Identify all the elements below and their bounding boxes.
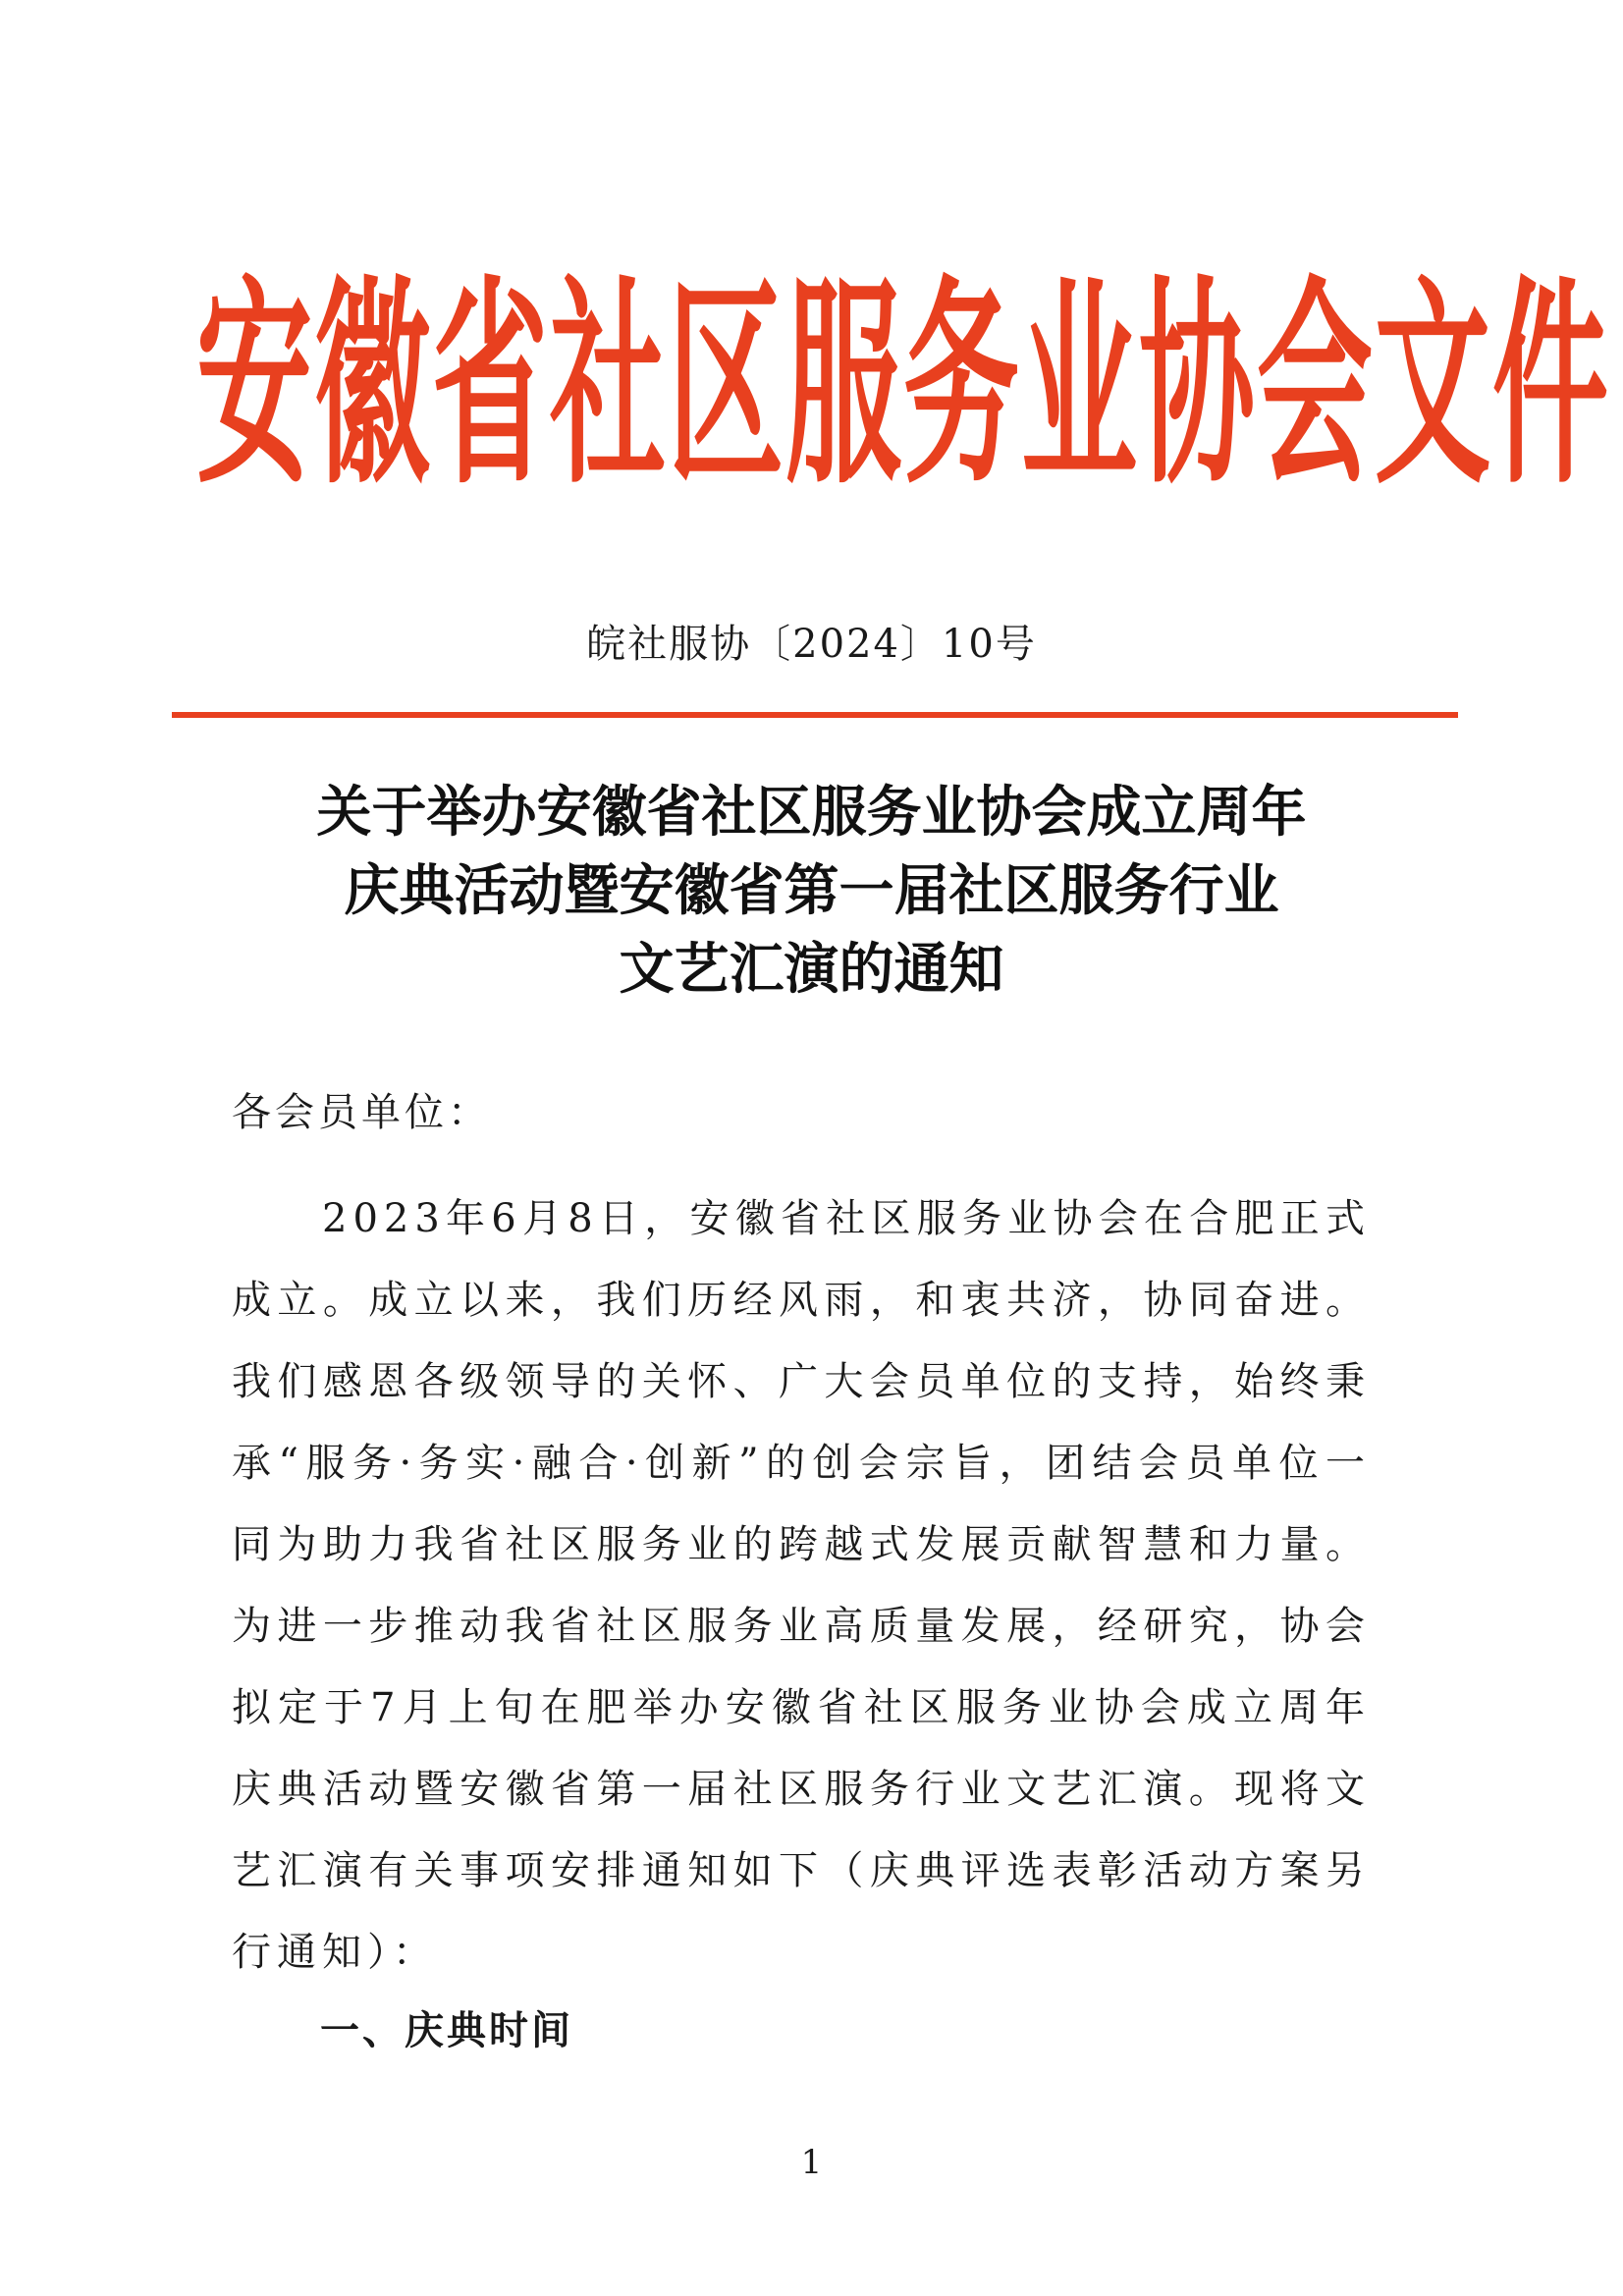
masthead-title: 安徽省社区服务业协会文件 [196,255,1611,515]
notice-title-line-3: 文艺汇演的通知 [619,938,1004,1002]
notice-title-line-2: 庆典活动暨安徽省第一届社区服务行业 [344,859,1279,923]
document-number: 皖社服协〔2024〕10号 [586,622,1037,667]
salutation: 各会员单位： [232,1090,491,1135]
body-paragraph-text: 2023年6月8日，安徽省社区服务业协会在合肥正式成立。成立以来，我们历经风雨，和衷共济，协同奋进。我们感恩各级领导的关怀、广大会员单位的支持，始终秉承“服务·务实·融合·创新”的创会宗旨，团结会员单位一同为助力我省社区服务业的跨越式发展贡献智慧和力量。为进一步推动我省社区服务业高质量发展，经研究，协会拟定于7月上旬在肥举办安徽省社区服务业协会成立周年庆典活动暨安徽省第一届社区服务行业文艺汇演。现将文艺汇演有关事项安排通知如下（庆典评选表彰活动方案另行通知）： [232,1196,1371,1975]
page-number: 1 [800,2143,823,2182]
notice-title [0,774,1623,1010]
body-paragraph [232,1178,1371,1994]
notice-title-line-1: 关于举办安徽省社区服务业协会成立周年 [316,781,1307,845]
red-divider-line [172,712,1458,718]
section-heading-time: 一、庆典时间 [320,2008,573,2053]
